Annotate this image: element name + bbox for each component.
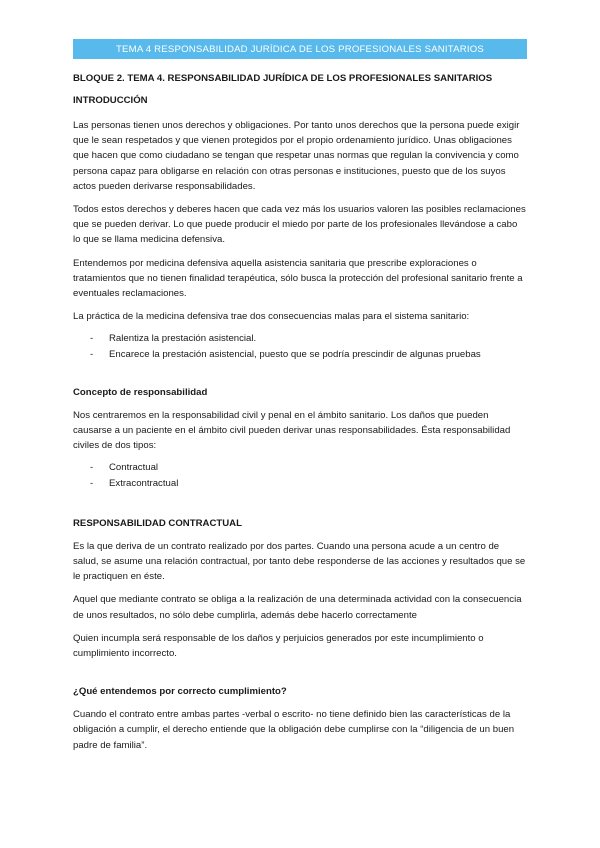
section-heading-responsabilidad-contractual: RESPONSABILIDAD CONTRACTUAL [73,517,242,529]
section-heading-introduccion: INTRODUCCIÓN [73,95,148,106]
document-body [73,72,527,753]
list-dash: - [90,333,94,345]
list-dash: - [90,477,94,489]
list-item [73,476,527,491]
section-heading-correcto-cumplimiento: ¿Qué entendemos por correcto cumplimiento? [73,686,287,698]
paragraph: Aquel que mediante contrato se obliga a la realización de una determinada actividad con la consecuencia de unos resultados, no sólo debe cumplirla, además debe hacerlo correctamente [73,594,522,621]
paragraph: Quien incumpla será responsable de los daños y perjuicios generados por este incumplimiento o cumplimiento incorrecto. [73,632,484,660]
paragraph: Nos centraremos en la responsabilidad civil y penal en el ámbito sanitario. Los daños que pueden causarse a un paciente en el ámbito civil pueden derivar unas responsabilidades. Ésta responsabilidad civiles de dos tipos: [73,409,511,452]
list-item [73,460,527,475]
consequences-list [73,331,527,361]
header-banner: TEMA 4 RESPONSABILIDAD JURÍDICA DE LOS PROFESIONALES SANITARIOS [73,39,527,59]
paragraph: Entendemos por medicina defensiva aquella asistencia sanitaria que prescribe exploraciones o tratamientos que no tienen finalidad terapéutica, sólo busca la protección del profesional sanitario frente a eventuales reclamaciones. [73,257,523,300]
list-dash: - [90,348,94,360]
types-list [73,460,527,490]
paragraph: Todos estos derechos y deberes hacen que cada vez más los usuarios valoren las posibles reclamaciones que se pueden derivar. Lo que puede producir el miedo por parte de los profesionales llevándose a cabo lo que se llama medicina defensiva. [73,204,526,246]
list-item-text: Encarece la prestación asistencial, puesto que se podría prescindir de algunas pruebas [109,348,481,360]
list-dash: - [90,462,94,474]
document-title: BLOQUE 2. TEMA 4. RESPONSABILIDAD JURÍDICA DE LOS PROFESIONALES SANITARIOS [73,73,493,84]
paragraph: La práctica de la medicina defensiva trae dos consecuencias malas para el sistema sanitario: [73,311,470,323]
paragraph: Cuando el contrato entre ambas partes -verbal o escrito- no tiene definido bien las características de la obligación a cumplir, el derecho entiende que la obligación debe cumplirse con la “diligencia de un buen padre de familia”. [73,709,515,751]
list-item-text: Contractual [109,462,159,474]
list-item [73,331,527,346]
list-item-text: Extracontractual [109,477,179,489]
section-heading-concepto: Concepto de responsabilidad [73,386,208,398]
paragraph: Las personas tienen unos derechos y obligaciones. Por tanto unos derechos que la persona puede exigir que le sean respetados y que vienen protegidos por el propio ordenamiento jurídico. Unas obligaciones que hacen que como ciudadano se tengan que respetar unas normas que regulan la convivencia y como persona capaz para obligarse en relación con otras personas e instituciones, puesto que de los suyos actos pueden derivarse responsabilidades. [73,120,520,192]
paragraph: Es la que deriva de un contrato realizado por dos partes. Cuando una persona acude a un centro de salud, se asume una relación contractual, por tanto debe responderse de las acciones y resultados que se le practiquen en éste. [73,540,526,583]
list-item-text: Ralentiza la prestación asistencial. [109,333,257,345]
list-item [73,347,527,362]
